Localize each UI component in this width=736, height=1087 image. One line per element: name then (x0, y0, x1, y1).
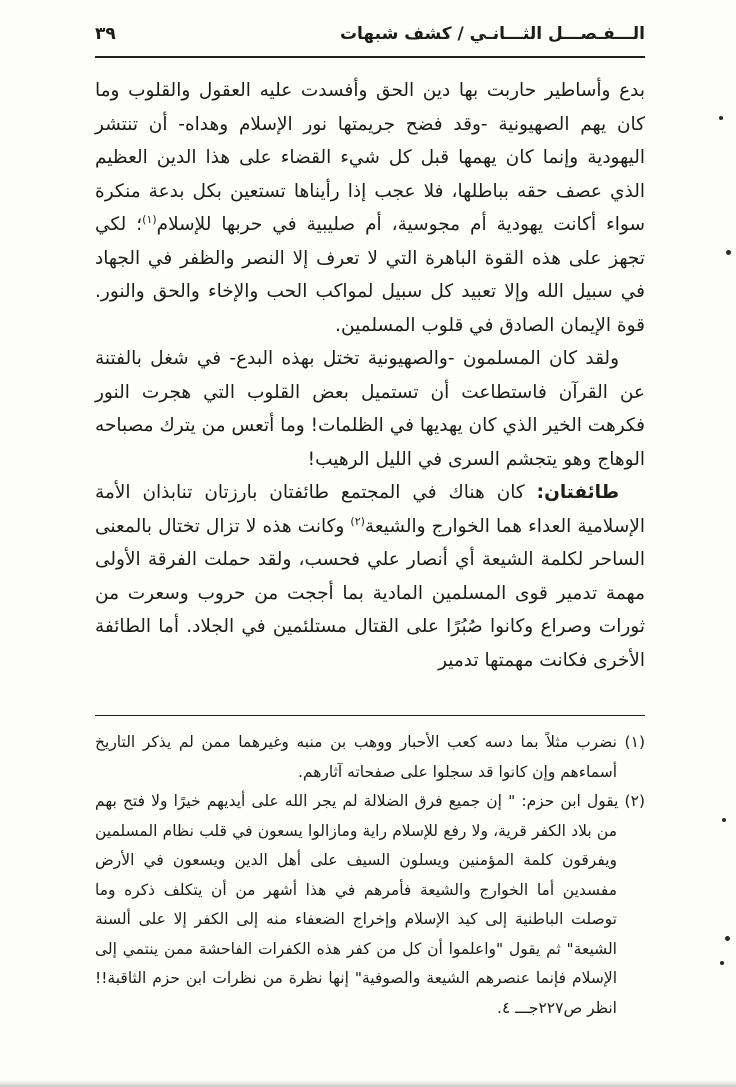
footnote-1 (95, 728, 645, 787)
footnotes-section (95, 728, 645, 1023)
body-text (95, 74, 645, 677)
paragraph-lead: طائفتان: (536, 482, 619, 503)
paragraph-text: وكانت هذه لا تزال تختال بالمعنى الساحر لكلمة الشيعة أي أنصار علي فحسب، ولقد حملت الفرقة الأولى مهمة تدمير قوى المسلمين المادية بما أججت من حروب وسعرت من ثورات وصراع وكانوا صُبُرًا على القتال مستلئمين في الجلاد. أما الطائفة الأخرى فكانت مهمتها تدمير (95, 515, 645, 671)
paragraph-text: ولقد كان المسلمون -والصهيونية تختل بهذه البدع- في شغل بالفتنة عن القرآن فاستطاعت أن تستميل بعض القلوب التي هجرت النور فكرهت الخير الذي كان يهديها في الظلمات! وما أتعس من يترك مصباحه الوهاج وهو يتجشم السرى في الليل الرهيب! (95, 348, 645, 470)
footnote-ref-2: (٢) (350, 514, 365, 528)
footnote-2 (95, 787, 645, 1023)
ink-spot (720, 961, 724, 965)
paragraph-text: ؛ لكي تجهز على هذه القوة الباهرة التي لا تعرف إلا النصر والظفر في الجهاد في سبيل الله وإلا تعبيد كل سبيل لمواكب الحب والإخاء والحق والنور. قوة الإيمان الصادق في قلوب المسلمين. (95, 214, 645, 336)
ink-spot (719, 116, 723, 120)
chapter-title: الـــفـصـــل الثـــانـي / كشف شبهات (339, 24, 645, 44)
page-header (95, 24, 645, 44)
ink-spot (725, 936, 730, 941)
footnote-text: يقول ابن حزم: " إن جميع فرق الضلالة لم يجر الله على أيديهم خيرًا ولا فتح بهم من بلاد الكفر قرية، ولا رفع للإسلام راية ومازالوا يسعون في قلب نظام المسلمين ويفرقون كلمة المؤمنين ويسلون السيف على أهل الدين ويسعون في الأرض مفسدين أما الخوارج والشيعة فأمرهم في هذا أشهر من أن يتكلف ذكره وما توصلت الباطنية إلى كيد الإسلام وإخراج الضعفاء منه إلى الكفر إلا على ألسنة الشيعة" ثم يقول "واعلموا أن كل من كفر هذه الكفرات الفاحشة ممن ينتمي إلى الإسلام فإنما عنصرهم الشيعة والصوفية" إنها نظرة من نظرات ابن حزم الثاقبة!! انظر ص٢٢٧جـــ ٤. (95, 792, 625, 1017)
footnote-text: نضرب مثلاً بما دسه كعب الأحبار ووهب بن منبه وغيرهما ممن لم يذكر التاريخ أسماءهم وإن كانوا قد سجلوا على صفحاته آثارهم. (95, 733, 625, 781)
footnote-divider (95, 715, 645, 716)
footnote-marker: (١) (624, 733, 645, 751)
ink-spot (722, 818, 726, 822)
header-divider (95, 56, 645, 58)
footnote-marker: (٢) (624, 792, 645, 810)
footnote-ref-1: (١) (142, 213, 157, 226)
body-paragraph-2 (95, 342, 645, 476)
body-paragraph-1 (95, 74, 645, 342)
ink-spot (726, 250, 731, 255)
scan-edge-artifact (0, 1080, 736, 1087)
page-number: ٣٩ (95, 24, 116, 44)
paragraph-text: بدع وأساطير حاربت بها دين الحق وأفسدت عليه العقول والقلوب وما كان يهم الصهيونية -وقد فضح جريمتها نور الإسلام وهداه- أن تنتشر اليهودية وإنما كان يهمها قبل كل شيء القضاء على هذا الدين العظيم الذي عصف حقه بباطلها، فلا عجب إذا رأيناها تستعين بكل بدعة منكرة سواء أكانت يهودية أم مجوسية، أم صليبية في حربها للإسلام (95, 80, 645, 235)
body-paragraph-3 (95, 476, 645, 677)
paragraph-text: كان هناك في المجتمع طائفتان بارزتان تنابذان الأمة الإسلامية العداء هما الخوارج والشيعة (95, 482, 646, 537)
